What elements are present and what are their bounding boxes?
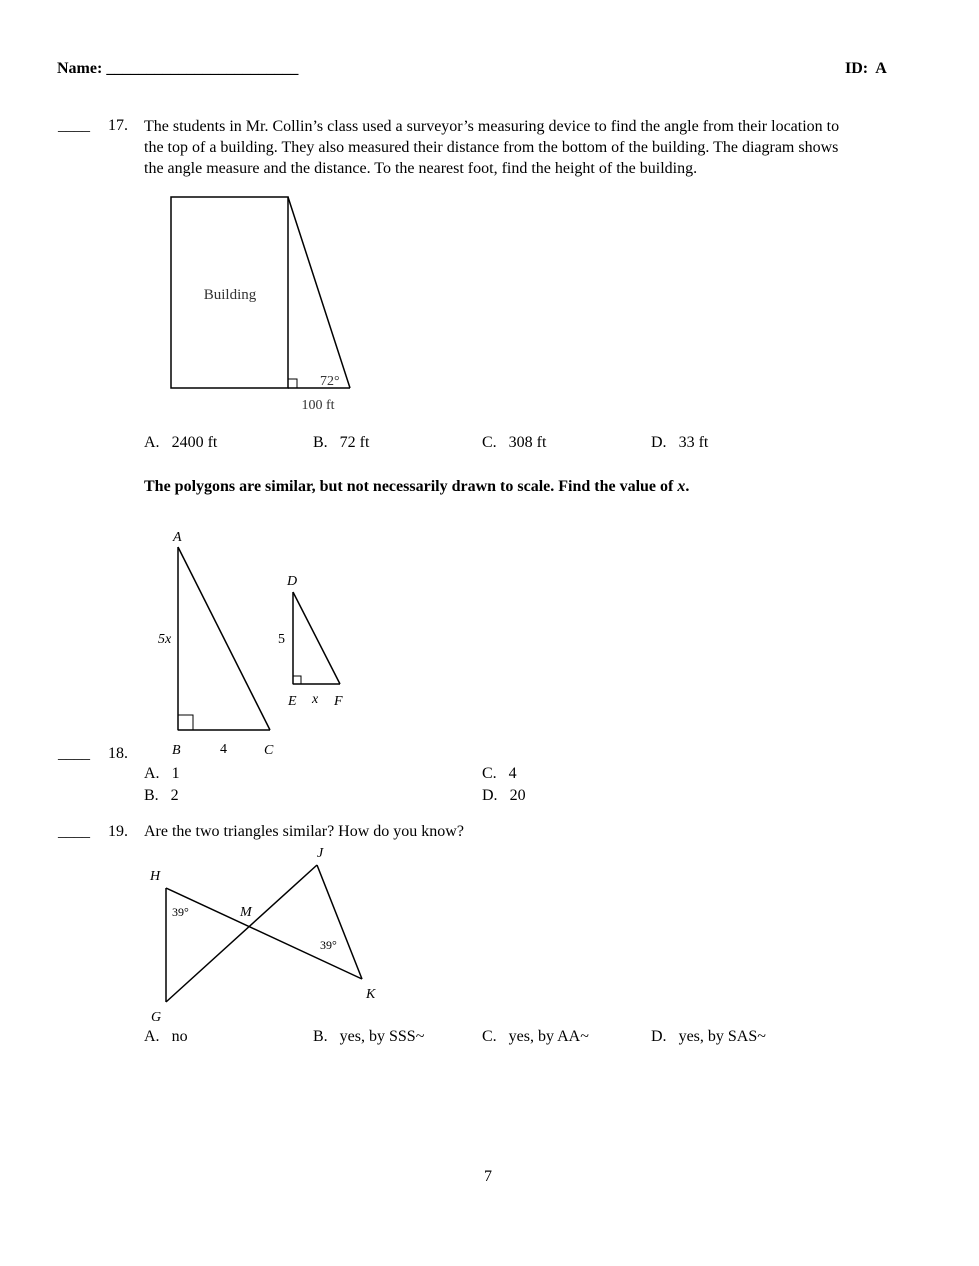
vertex-m: M — [240, 905, 252, 920]
segment-hk — [166, 888, 362, 979]
q18-choice-b[interactable]: B. 2 — [144, 787, 179, 804]
vertex-c: C — [264, 743, 274, 758]
q17-choice-b[interactable]: B. 72 ft — [313, 434, 370, 451]
side-ab-label: 5x — [158, 632, 172, 647]
q19-number: 19. — [108, 823, 128, 840]
page-number: 7 — [484, 1168, 492, 1185]
q17-choice-a[interactable]: A. 2400 ft — [144, 434, 218, 451]
side-de-label: 5 — [278, 632, 285, 647]
building-label: Building — [203, 287, 257, 303]
q17-blank: ____ — [58, 117, 90, 134]
q17-text: The students in Mr. Collin’s class used a surveyor’s measuring device to find the angle from their location to the top of a building. They also measured their distance from the bottom of the building. The diagram shows the angle measure and the distance. To the nearest foot, find the height of the building. — [144, 118, 840, 177]
triangle-def — [293, 592, 340, 684]
id-value: A — [875, 60, 887, 77]
q17-number: 17. — [108, 117, 128, 134]
q19-bowtie-diagram — [140, 840, 400, 1030]
vertex-g: G — [151, 1010, 162, 1025]
distance-label: 100 ft — [301, 398, 335, 413]
q17-building-diagram — [160, 190, 370, 420]
q19-blank: ____ — [58, 823, 90, 840]
q19-choice-c[interactable]: C. yes, by AA~ — [482, 1028, 589, 1045]
name-label: Name: ________________________ — [57, 60, 299, 77]
triangle-abc — [178, 547, 270, 730]
vertex-d: D — [287, 574, 298, 589]
name-line: ________________________ — [106, 60, 299, 77]
q17-choice-d[interactable]: D. 33 ft — [651, 434, 709, 451]
side-ef-label: x — [312, 692, 319, 707]
q18-triangles-diagram — [150, 522, 370, 762]
id-label: ID: A — [845, 60, 887, 77]
sight-line — [288, 197, 350, 388]
vertex-e: E — [288, 694, 297, 709]
q18-blank: ____ — [58, 745, 90, 762]
segment-gj — [166, 865, 317, 1002]
q19-choice-a[interactable]: A. no — [144, 1028, 188, 1045]
angle-k-label: 39° — [320, 938, 337, 952]
q18-choice-c[interactable]: C. 4 — [482, 765, 517, 782]
angle-h-label: 39° — [172, 905, 189, 919]
q19-choice-d[interactable]: D. yes, by SAS~ — [651, 1028, 766, 1045]
vertex-b: B — [172, 743, 181, 758]
angle-label: 72° — [320, 374, 340, 389]
q17-choice-c[interactable]: C. 308 ft — [482, 434, 547, 451]
side-bc-label: 4 — [220, 742, 227, 757]
q19-text: Are the two triangles similar? How do you know? — [144, 823, 464, 840]
vertex-j: J — [317, 846, 324, 861]
q18-choice-d[interactable]: D. 20 — [482, 787, 526, 804]
q18-choice-a[interactable]: A. 1 — [144, 765, 180, 782]
vertex-f: F — [334, 694, 343, 709]
vertex-a: A — [173, 530, 182, 545]
vertex-h: H — [150, 869, 161, 884]
similar-polygons-instruction: The polygons are similar, but not necessarily drawn to scale. Find the value of x. — [144, 478, 690, 495]
right-angle-mark — [288, 379, 297, 388]
q18-number: 18. — [108, 745, 128, 762]
vertex-k: K — [366, 987, 376, 1002]
q19-choice-b[interactable]: B. yes, by SSS~ — [313, 1028, 425, 1045]
